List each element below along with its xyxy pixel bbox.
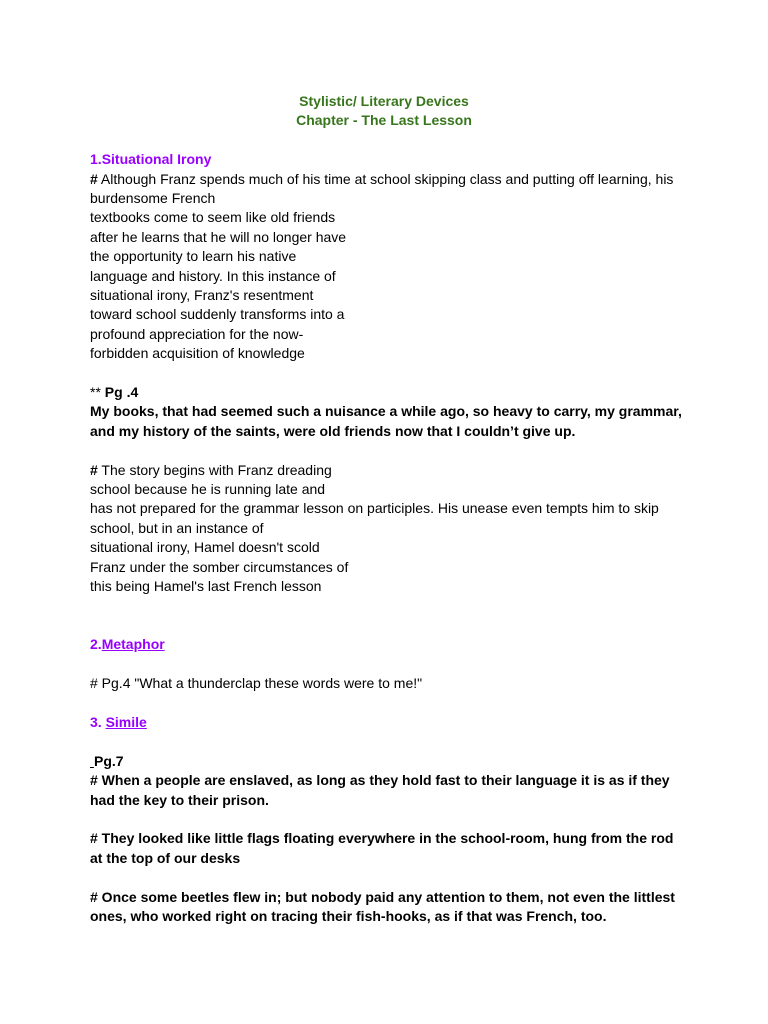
paragraph-line: the opportunity to learn his native (90, 248, 297, 265)
quote-line: and my history of the saints, were old friends now that I couldn’t give up. (90, 422, 576, 439)
section-1-paragraph-2 (90, 461, 690, 597)
paragraph-line: has not prepared for the grammar lesson on participles. His unease even tempts him to skip (90, 500, 659, 517)
section-1-quote (90, 402, 690, 441)
ref-prefix: ** (90, 384, 105, 401)
spacer (90, 810, 690, 829)
paragraph-line: The story begins with Franz dreading (97, 461, 332, 478)
quote-line: My books, that had seemed such a nuisance a while ago, so heavy to carry, my grammar, (90, 403, 682, 420)
quote-line: # When a people are enslaved, as long as they hold fast to their language it is as if they (90, 772, 670, 789)
spacer (90, 868, 690, 887)
title-line-1: Stylistic/ Literary Devices (299, 93, 469, 109)
paragraph-line: burdensome French (90, 190, 216, 207)
section-2-heading (90, 635, 690, 654)
paragraph-line: after he learns that he will no longer have (90, 228, 347, 245)
section-1-label: Situational Irony (101, 151, 212, 168)
hash-marker: # (90, 170, 98, 187)
spacer (90, 364, 690, 383)
section-3-heading (90, 713, 690, 732)
paragraph-line: this being Hamel's last French lesson (90, 578, 322, 595)
spacer (90, 597, 690, 636)
section-1-paragraph-1 (90, 170, 690, 364)
section-2-example: # Pg.4 "What a thunderclap these words were to me!" (90, 675, 423, 692)
spacer (90, 655, 690, 674)
quote-line: had the key to their prison. (90, 791, 269, 808)
title-line-2: Chapter - The Last Lesson (296, 112, 472, 129)
section-3-page-ref: Pg.7 (94, 752, 124, 769)
paragraph-line: situational irony, Hamel doesn't scold (90, 539, 320, 556)
spacer (90, 732, 690, 751)
page-reference (90, 383, 690, 402)
paragraph-line: textbooks come to seem like old friends (90, 209, 336, 226)
paragraph-line: situational irony, Franz's resentment (90, 287, 314, 304)
section-1-number: 1. (90, 151, 102, 168)
section-3-number: 3. (90, 713, 106, 730)
simile-quote-2 (90, 829, 690, 868)
quote-line: ones, who worked right on tracing their fish-hooks, as if that was French, too. (90, 907, 607, 924)
paragraph-line: school, but in an instance of (90, 519, 264, 536)
document-page (90, 92, 690, 926)
quote-line: # Once some beetles flew in; but nobody paid any attention to them, not even the littlest (90, 888, 675, 905)
section-2-number: 2. (90, 636, 102, 653)
spacer (90, 441, 690, 460)
hash-marker: # (90, 461, 98, 478)
ref-label: Pg .4 (104, 384, 139, 401)
spacer (90, 694, 690, 713)
quote-line: at the top of our desks (90, 849, 241, 866)
quote-line: # They looked like little flags floating everywhere in the school-room, hung from the rod (90, 830, 674, 847)
paragraph-line: toward school suddenly transforms into a (90, 306, 345, 323)
section-2-label: Metaphor (101, 636, 165, 653)
section-1-heading (90, 150, 690, 169)
section-3-label: Simile (105, 713, 147, 730)
spacer (90, 131, 690, 150)
paragraph-line: language and history. In this instance of (90, 267, 336, 284)
paragraph-line: Although Franz spends much of his time at school skipping class and putting off learning, his (97, 170, 674, 187)
paragraph-line: profound appreciation for the now- (90, 325, 304, 342)
paragraph-line: Franz under the somber circumstances of (90, 558, 349, 575)
simile-quote-3 (90, 888, 690, 927)
simile-quote-1 (90, 771, 690, 810)
document-title (90, 92, 678, 131)
paragraph-line: school because he is running late and (90, 481, 326, 498)
paragraph-line: forbidden acquisition of knowledge (90, 345, 305, 362)
